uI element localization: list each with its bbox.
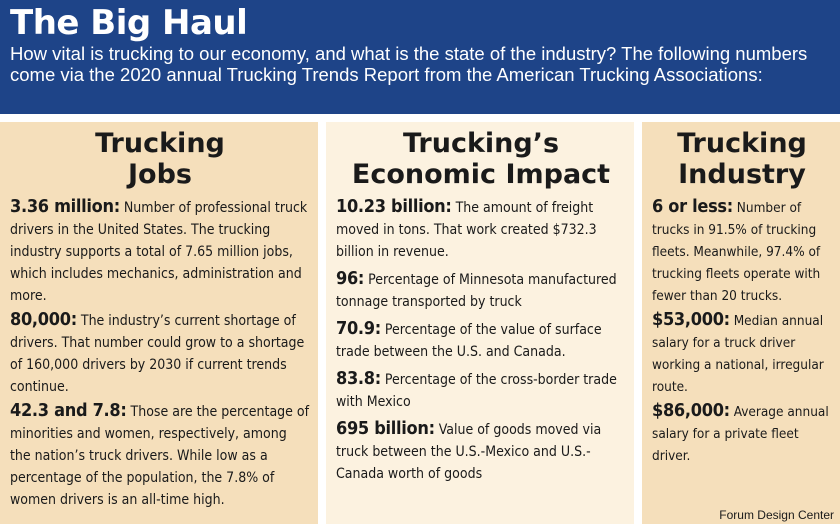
header-banner xyxy=(0,0,840,114)
stat-item xyxy=(10,309,310,398)
stat-item xyxy=(336,268,626,313)
stat-text: Number of professional truck drivers in the United States. The trucking industry supports a total of 7.65 million jobs, which includes mechanics, administration and more. xyxy=(10,200,308,304)
stat-item xyxy=(10,400,310,511)
stat-text: Percentage of the cross-border trade with Mexico xyxy=(336,372,617,410)
stat-text: The amount of freight moved in tons. That work created $732.3 billion in revenue. xyxy=(336,200,597,260)
panel-title: Trucking’s Economic Impact xyxy=(351,128,611,190)
stat-figure: $86,000: xyxy=(652,400,730,421)
panel-title: Trucking Jobs xyxy=(95,128,225,190)
panel-trucking-industry xyxy=(642,122,840,524)
panel-economic-impact xyxy=(326,122,634,524)
stat-figure: 83.8: xyxy=(336,368,381,389)
stat-figure: 96: xyxy=(336,268,365,289)
stat-figure: $53,000: xyxy=(652,309,730,330)
stat-item xyxy=(652,309,832,398)
stat-text: Value of goods moved via truck between the U.S.-Mexico and U.S.-Canada worth of goods xyxy=(336,422,602,482)
stat-item xyxy=(336,196,626,263)
stat-figure: 695 billion: xyxy=(336,418,435,439)
intro-text: How vital is trucking to our economy, and what is the state of the industry? The following numbers come via the 2020 annual Trucking Trends Report from the American Trucking Associations: xyxy=(10,43,808,85)
stat-item xyxy=(10,196,310,307)
stat-text: Number of trucks in 91.5% of trucking fleets. Meanwhile, 97.4% of trucking fleets operate with fewer than 20 trucks. xyxy=(652,200,821,304)
stat-item xyxy=(336,368,626,413)
stat-item xyxy=(336,318,626,363)
stat-figure: 3.36 million: xyxy=(10,196,120,217)
panel-title: Trucking Industry xyxy=(677,128,807,190)
panel-trucking-jobs xyxy=(0,122,318,524)
page-title: The Big Haul xyxy=(10,3,248,43)
stat-figure: 10.23 billion: xyxy=(336,196,452,217)
stat-figure: 6 or less: xyxy=(652,196,733,217)
stat-item xyxy=(652,400,832,467)
stat-text: Percentage of the value of surface trade between the U.S. and Canada. xyxy=(336,322,602,360)
stat-text: Those are the percentage of minorities and women, respectively, among the nation’s truck drivers. While low as a percentage of the population, the 7.8% of women drivers is an all-time high. xyxy=(10,404,310,508)
stat-figure: 70.9: xyxy=(336,318,381,339)
stat-item xyxy=(652,196,832,307)
stat-figure: 80,000: xyxy=(10,309,77,330)
stat-text: Median annual salary for a truck driver working a national, irregular route. xyxy=(652,313,824,395)
stat-figure: 42.3 and 7.8: xyxy=(10,400,127,421)
credit-line: Forum Design Center xyxy=(719,508,834,522)
stat-text: The industry’s current shortage of drivers. That number could grow to a shortage of 160,000 drivers by 2030 if current trends continue. xyxy=(10,313,305,395)
stat-item xyxy=(336,418,626,485)
stat-text: Percentage of Minnesota manufactured tonnage transported by truck xyxy=(336,272,617,310)
stat-text: Average annual salary for a private fleet driver. xyxy=(652,404,829,464)
